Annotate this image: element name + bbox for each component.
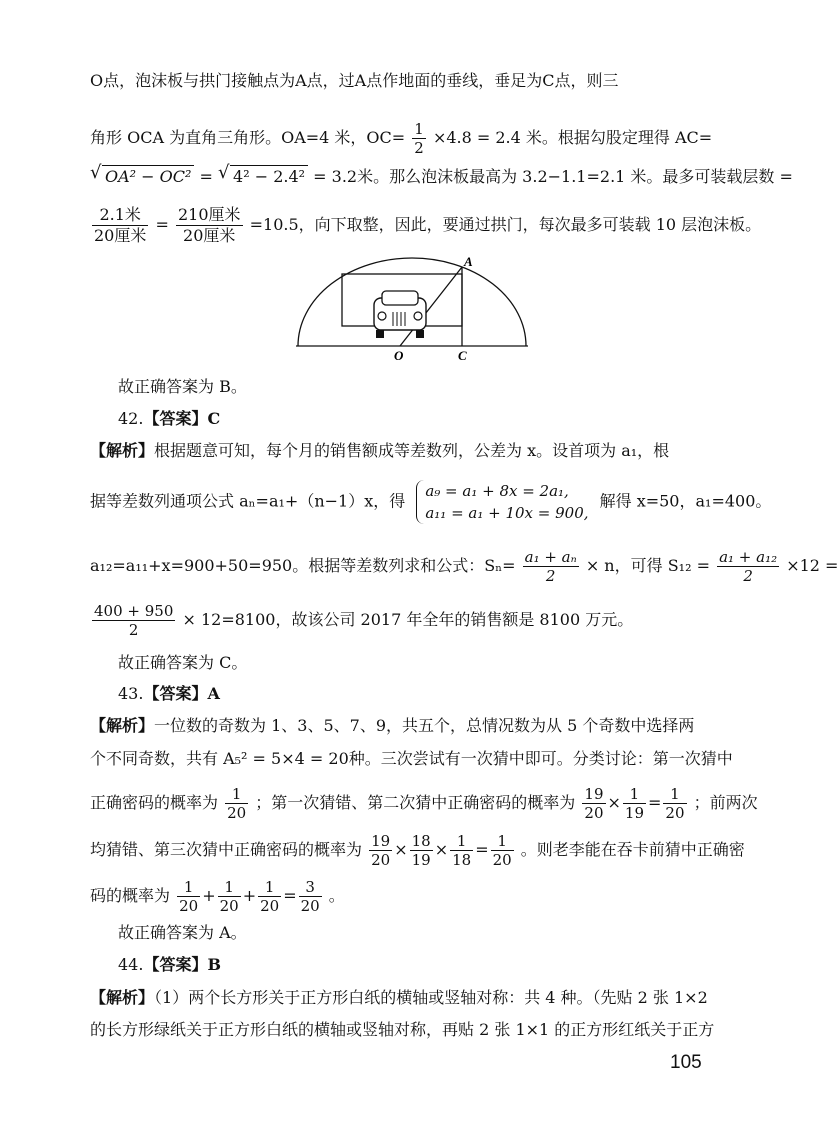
fraction-den: 20 <box>300 897 320 915</box>
fraction <box>369 832 392 869</box>
fraction-sn <box>523 548 579 585</box>
q43-line-3: 正确密码的概率为 $\frac{1}{20}$ ；第一次猜错、第二次猜中正确密码的概率为 $\frac{19}{20}$ × $\frac{1}{19}$ = $\frac{1}{20}$ ；前两次 <box>90 785 758 822</box>
sqrt-expression-2: √ 4² − 2.4² <box>230 165 308 188</box>
q41-line-2 <box>90 120 730 157</box>
sqrt-expression-1: √ OA² − OC² <box>102 165 194 188</box>
q43-line-5: 码的概率为 $\frac{1}{20}$ + $\frac{1}{20}$ + $\frac{1}{20}$ = $\frac{3}{20}$ 。 <box>90 878 345 915</box>
fraction-num: 18 <box>411 832 431 850</box>
fraction <box>491 832 514 869</box>
fraction-num: 19 <box>584 785 604 803</box>
fraction <box>218 878 241 915</box>
fraction <box>450 832 473 869</box>
fraction-num: 1 <box>450 832 473 851</box>
q44-heading <box>118 954 758 976</box>
label-C: C <box>458 348 467 363</box>
q44-answer-label: 【答案】B <box>143 955 221 974</box>
q44-line-2: 的长方形绿纸关于正方形白纸的横轴或竖轴对称，再贴 2 张 1×1 的正方形红纸关于正方 <box>90 1020 715 1039</box>
fraction-den: 20 <box>665 804 685 822</box>
q43-line-2: 个不同奇数，共有 A₅² = 5×4 = 20种。三次尝试有一次猜中即可。分类讨论：第一次猜中 <box>90 749 733 768</box>
equation-1: a₉ = a₁ + 8x = 2a₁, <box>425 482 569 500</box>
q42-line-2 <box>90 480 772 524</box>
page-number: 105 <box>670 1052 702 1073</box>
q42-line-3-b: × n，可得 S₁₂ = <box>585 556 710 575</box>
q41-line-3 <box>90 165 793 188</box>
q41-answer: 故正确答案为 B。 <box>118 377 247 396</box>
q41-line-2-b: ×4.8 = 2.4 米。根据勾股定理得 AC= <box>432 128 713 147</box>
q42-number: 42. <box>118 409 144 428</box>
q42-line-2-a: 据等差数列通项公式 aₙ=a₁+（n−1）x，得 <box>90 491 406 511</box>
car-icon <box>374 291 426 338</box>
q43-line-5-b: 。 <box>328 886 345 905</box>
fraction-num: 1 <box>491 832 514 851</box>
q42-heading <box>118 408 758 430</box>
q41-line-4-text: =10.5，向下取整，因此，要通过拱门，每次最多可装载 10 层泡沫板。 <box>249 215 762 234</box>
fraction-den: 2 <box>743 567 753 585</box>
fraction-num: 1 <box>414 120 424 138</box>
fraction-num: 19 <box>371 832 391 850</box>
fraction-den: 20 <box>584 804 604 822</box>
fraction-num: 3 <box>299 878 322 897</box>
q43-line-3-b: ；第一次猜错、第二次猜中正确密码的概率为 <box>255 793 576 812</box>
fraction-den: 2 <box>414 139 424 157</box>
fraction-num: 1 <box>225 785 248 804</box>
q42-answer-label: 【答案】C <box>143 409 221 428</box>
q42-line-1-text: 根据题意可知，每个月的销售额成等差数列，公差为 x。设首项为 a₁，根 <box>154 441 670 460</box>
q41-line-3-b: = 3.2米。那么泡沫板最高为 3.2−1.1=2.1 米。最多可装载层数 = <box>313 167 793 186</box>
q41-line-1: O点，泡沫板与拱门接触点为A点，过A点作地面的垂线，垂足为C点，则三 <box>90 71 619 90</box>
q43-line-3-a: 正确密码的概率为 <box>90 793 219 812</box>
fraction-den: 19 <box>411 851 431 869</box>
q42-answer: 故正确答案为 C。 <box>118 653 248 672</box>
arch-figure <box>296 254 528 362</box>
q44-line-1-text: （1）两个长方形关于正方形白纸的横轴或竖轴对称：共 4 种。（先贴 2 张 1×2 <box>154 988 708 1007</box>
fraction-den: 2 <box>128 621 139 639</box>
fraction <box>177 878 200 915</box>
q43-line-4-b: 。则老李能在吞卡前猜中正确密 <box>520 840 745 859</box>
q43-analysis-label: 【解析】 <box>90 716 155 735</box>
fraction <box>410 832 433 869</box>
fraction-s12 <box>717 548 779 585</box>
q41-equals: = <box>199 167 213 186</box>
fraction <box>623 785 646 822</box>
q43-line-3-c: ；前两次 <box>693 793 758 812</box>
q43-line-4-a: 均猜错、第三次猜中正确密码的概率为 <box>90 840 363 859</box>
label-O: O <box>394 348 404 363</box>
fraction-num: a₁ + aₙ <box>524 548 577 566</box>
fraction <box>663 785 686 822</box>
fraction-num: 1 <box>623 785 646 804</box>
q42-line-2-b: 解得 x=50，a₁=400。 <box>599 491 772 511</box>
fraction <box>299 878 322 915</box>
fraction-den: 20厘米 <box>94 226 147 245</box>
q43-number: 43. <box>118 684 144 703</box>
fraction-layers-2 <box>176 205 243 246</box>
fraction-num: 1 <box>218 878 241 897</box>
q41-line-4: $\frac{\text{2.1米}}{\text{20厘米}}$ = $\frac{\text{210厘米}}{\text{20厘米}}$ =10.5，向下取整，因此，要通过拱门，每次最多可装载 10 层泡沫板。 <box>94 205 762 245</box>
fraction-sum <box>92 602 175 639</box>
q43-answer: 故正确答案为 A。 <box>118 923 247 942</box>
fraction-den: 20 <box>260 897 280 915</box>
q42-line-4 <box>90 602 730 639</box>
fraction-den: 18 <box>452 851 472 869</box>
q44-analysis-label: 【解析】 <box>90 988 155 1007</box>
q42-line-3-c: ×12 = <box>786 556 838 575</box>
fraction-half <box>412 120 426 157</box>
fraction <box>582 785 605 822</box>
q43-line-4: 均猜错、第三次猜中正确密码的概率为 $\frac{19}{20}$ × $\frac{18}{19}$ × $\frac{1}{18}$ = $\frac{1}{20}$ 。则老李能在吞卡前猜中正确密 <box>90 832 745 869</box>
q42-line-3-a: a₁₂=a₁₁+x=900+50=950。根据等差数列求和公式：Sₙ= <box>90 556 516 575</box>
fraction-p1 <box>225 785 248 822</box>
fraction-num: 210厘米 <box>177 205 241 224</box>
fraction-den: 20 <box>492 851 512 869</box>
fraction-num: 1 <box>663 785 686 804</box>
fraction-layers-1 <box>92 205 148 246</box>
fraction-den: 20 <box>179 897 199 915</box>
q43-answer-label: 【答案】A <box>143 684 220 703</box>
fraction <box>258 878 281 915</box>
fraction-num: 400 + 950 <box>94 602 174 620</box>
q42-line-4-text: × 12=8100，故该公司 2017 年全年的销售额是 8100 万元。 <box>182 610 634 629</box>
fraction-num: 1 <box>258 878 281 897</box>
equation-2: a₁₁ = a₁ + 10x = 900, <box>425 504 589 522</box>
q43-heading <box>118 683 758 705</box>
fraction-den: 20 <box>219 897 239 915</box>
fraction-den: 2 <box>545 567 556 585</box>
q44-number: 44. <box>118 955 144 974</box>
fraction-den: 19 <box>624 804 644 822</box>
q42-line-1 <box>90 440 730 462</box>
fraction-den: 20 <box>227 804 247 822</box>
label-A: A <box>464 254 473 269</box>
q43-line-5-a: 码的概率为 <box>90 886 171 905</box>
q42-analysis-label: 【解析】 <box>90 441 155 460</box>
q42-line-3 <box>90 548 838 585</box>
q43-line-1 <box>90 715 730 737</box>
fraction-num: 1 <box>177 878 200 897</box>
fraction-num: 2.1米 <box>92 205 148 226</box>
q44-line-1 <box>90 987 730 1009</box>
fraction-num: a₁ + a₁₂ <box>719 548 778 566</box>
fraction-den: 20 <box>371 851 391 869</box>
q43-line-1-text: 一位数的奇数为 1、3、5、7、9，共五个，总情况数为从 5 个奇数中选择两 <box>154 716 695 735</box>
fraction-den: 20厘米 <box>183 226 236 245</box>
q41-line-2-a: 角形 OCA 为直角三角形。OA=4 米，OC= <box>90 128 406 147</box>
equation-system <box>416 480 588 524</box>
